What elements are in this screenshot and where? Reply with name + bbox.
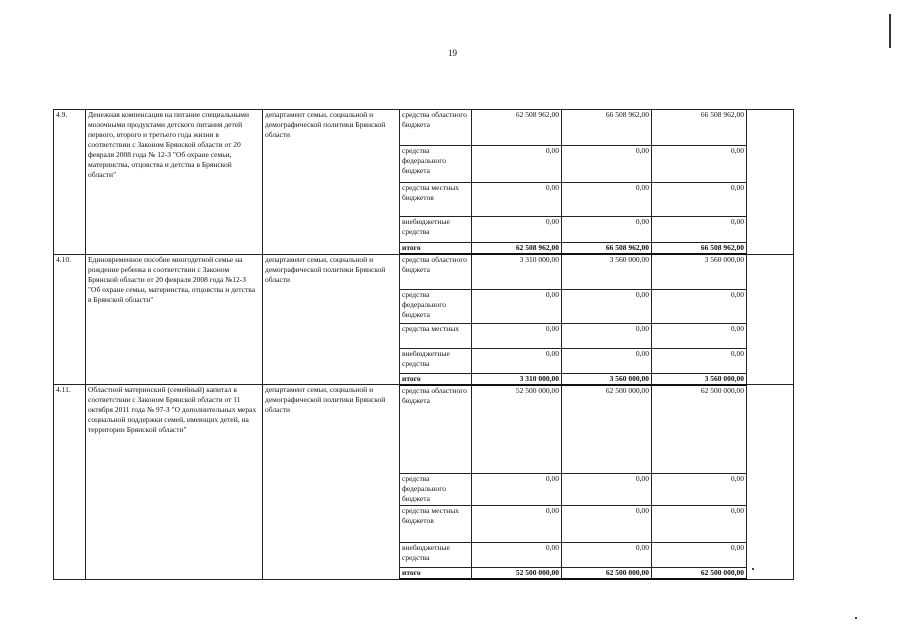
amount-year-2: 0,00 — [562, 217, 652, 243]
amount-year-3: 0,00 — [652, 474, 747, 506]
amount-year-3: 62 500 000,00 — [652, 568, 747, 580]
item-number: 4.11. — [54, 385, 86, 580]
amount-year-1: 0,00 — [472, 183, 562, 217]
amount-year-2: 0,00 — [562, 506, 652, 543]
amount-year-3: 3 560 000,00 — [652, 373, 747, 385]
empty-cell — [747, 254, 794, 385]
amount-year-1: 52 500 000,00 — [472, 568, 562, 580]
item-number: 4.10. — [54, 254, 86, 385]
amount-year-3: 0,00 — [652, 543, 747, 568]
item-executor: департамент семьи, социальной и демографической политики Брянской области — [263, 110, 400, 255]
funding-source: средства местных бюджетов — [400, 506, 472, 543]
amount-year-3: 66 508 962,00 — [652, 110, 747, 146]
funding-source: внебюджетные средства — [400, 543, 472, 568]
funding-source: средства местных — [400, 323, 472, 348]
budget-table — [53, 109, 794, 580]
item-description: Областной материнский (семейный) капитал в соответствии с Законом Брянской области от 11 октября 2011 года № 97-З "О дополнительных мерах социальной поддержки семей, имеющих детей, на территории Брянской области" — [86, 385, 263, 580]
amount-year-2: 0,00 — [562, 474, 652, 506]
scan-edge-mark — [889, 14, 891, 48]
amount-year-1: 3 310 000,00 — [472, 373, 562, 385]
amount-year-1: 0,00 — [472, 543, 562, 568]
amount-year-2: 0,00 — [562, 543, 652, 568]
amount-year-3: 0,00 — [652, 506, 747, 543]
amount-year-1: 0,00 — [472, 474, 562, 506]
item-description: Единовременное пособие многодетной семье на рождение ребенка в соответствии с Законом Брянской области от 20 февраля 2008 года №12-З "Об охране семьи, материнства, отцовства и детства в Брянской области" — [86, 254, 263, 385]
funding-source: внебюджетные средства — [400, 217, 472, 243]
budget-table-body — [54, 110, 794, 580]
funding-source: средства областного бюджета — [400, 254, 472, 289]
page-number: 19 — [448, 48, 457, 58]
funding-source: средства областного бюджета — [400, 110, 472, 146]
funding-source: итого — [400, 373, 472, 385]
table-row — [54, 254, 794, 289]
funding-source: средства местных бюджетов — [400, 183, 472, 217]
amount-year-1: 0,00 — [472, 289, 562, 323]
scan-speck — [855, 617, 857, 619]
amount-year-1: 3 310 000,00 — [472, 254, 562, 289]
amount-year-2: 0,00 — [562, 323, 652, 348]
amount-year-3: 0,00 — [652, 289, 747, 323]
amount-year-1: 0,00 — [472, 217, 562, 243]
amount-year-3: 62 500 000,00 — [652, 385, 747, 474]
amount-year-3: 0,00 — [652, 146, 747, 183]
amount-year-2: 0,00 — [562, 146, 652, 183]
amount-year-3: 0,00 — [652, 183, 747, 217]
table-row — [54, 110, 794, 146]
amount-year-3: 66 508 962,00 — [652, 243, 747, 255]
amount-year-2: 62 500 000,00 — [562, 385, 652, 474]
amount-year-2: 62 500 000,00 — [562, 568, 652, 580]
item-executor: департамент семьи, социальной и демографической политики Брянской области — [263, 385, 400, 580]
amount-year-1: 0,00 — [472, 323, 562, 348]
amount-year-1: 52 500 000,00 — [472, 385, 562, 474]
amount-year-2: 66 508 962,00 — [562, 110, 652, 146]
amount-year-1: 0,00 — [472, 348, 562, 373]
amount-year-2: 0,00 — [562, 289, 652, 323]
funding-source: средства федерального бюджета — [400, 146, 472, 183]
amount-year-1: 0,00 — [472, 146, 562, 183]
amount-year-1: 0,00 — [472, 506, 562, 543]
item-executor: департамент семьи, социальной и демографической политики Брянской области — [263, 254, 400, 385]
amount-year-2: 3 560 000,00 — [562, 373, 652, 385]
funding-source: средства федерального бюджета — [400, 289, 472, 323]
funding-source: итого — [400, 243, 472, 255]
amount-year-1: 62 508 962,00 — [472, 110, 562, 146]
amount-year-3: 0,00 — [652, 348, 747, 373]
amount-year-2: 0,00 — [562, 348, 652, 373]
amount-year-3: 0,00 — [652, 323, 747, 348]
amount-year-3: 0,00 — [652, 217, 747, 243]
funding-source: внебюджетные средства — [400, 348, 472, 373]
item-description: Денежная компенсация на питание специальными молочными продуктами детского питания детей первого, второго и третьего года жизни в соответствии с Законом Брянской области от 20 февраля 2008 года № 12-З "Об охране семьи, материнства, отцовства и детства в Брянской области" — [86, 110, 263, 255]
funding-source: средства областного бюджета — [400, 385, 472, 474]
empty-cell — [747, 110, 794, 255]
amount-year-1: 62 508 962,00 — [472, 243, 562, 255]
amount-year-2: 0,00 — [562, 183, 652, 217]
empty-cell — [747, 385, 794, 580]
funding-source: итого — [400, 568, 472, 580]
funding-source: средства федерального бюджета — [400, 474, 472, 506]
item-number: 4.9. — [54, 110, 86, 255]
table-row — [54, 385, 794, 474]
amount-year-2: 66 508 962,00 — [562, 243, 652, 255]
amount-year-2: 3 560 000,00 — [562, 254, 652, 289]
amount-year-3: 3 560 000,00 — [652, 254, 747, 289]
